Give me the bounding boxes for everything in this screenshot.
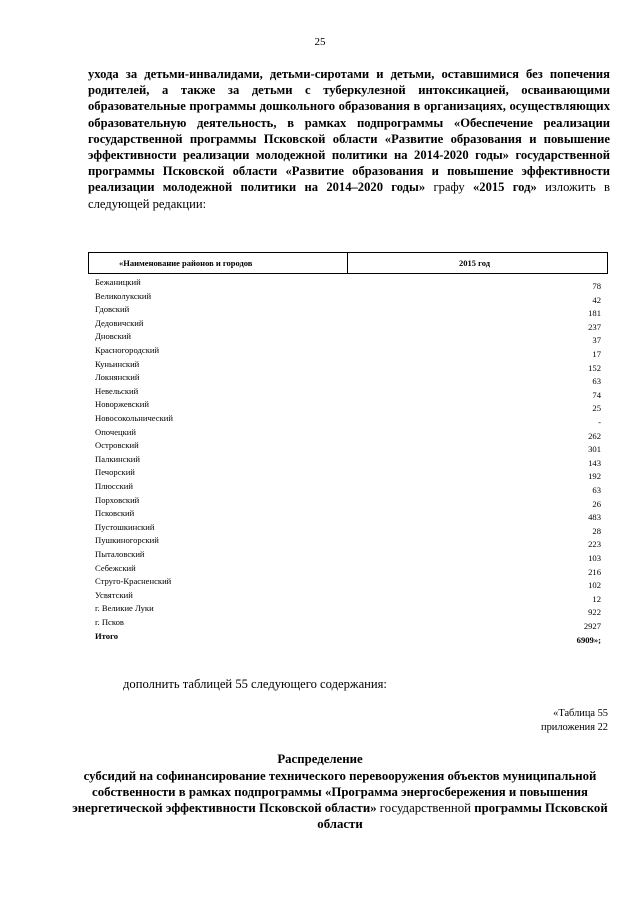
- district-name: Дедовичский: [95, 317, 144, 328]
- intro-normal-text-1: графу: [425, 180, 473, 195]
- district-value: 25: [592, 403, 601, 414]
- page-number: 25: [314, 36, 326, 48]
- column-header-name: «Наименование районов и городов: [119, 258, 253, 268]
- district-value: 192: [588, 471, 601, 482]
- district-name: Новоржевский: [95, 399, 149, 410]
- district-value: 181: [588, 308, 601, 319]
- district-name: Островский: [95, 440, 139, 451]
- table-row: [95, 495, 601, 509]
- table-row: [95, 467, 601, 481]
- intro-bold-text: ухода за детьми-инвалидами, детьми-сиротами и детьми, оставшимися без попечения родителей, а также за детьми с туберкулезной интоксикацией, осваивающими образовательные программы дошкольного образования в организациях, осуществляющих образовательную деятельность, в рамках подпрограммы «Обеспечение реализации государственной программы Псковской области «Развитие образования и повышение эффективности реализации молодежной политики на 2014-2020 годы» государственной программы Псковской области «Развитие образования и повышение эффективности реализации молодежной политики на 2014–2020 годы»: [88, 67, 610, 195]
- table-row: [95, 277, 601, 291]
- district-name: Новосокольнический: [95, 413, 173, 423]
- district-name: Палкинский: [95, 453, 140, 464]
- section-subtitle-bold: субсидий на софинансирование технического перевооружения объектов муниципальной собственности в рамках подпрограммы «Программа энергосбережения и повышения энергетической эффективности Псковской области»: [72, 769, 597, 815]
- total-label: Итого: [95, 630, 119, 641]
- table-reference: [541, 707, 608, 735]
- district-name: Печорский: [95, 467, 135, 478]
- table-header: [88, 252, 608, 274]
- table-row: [95, 291, 601, 305]
- district-value: 103: [588, 553, 601, 563]
- district-name: Порховский: [95, 494, 140, 505]
- column-divider: [347, 253, 348, 273]
- intro-normal-text-2: изложить в следующей редакции:: [88, 180, 610, 211]
- district-name: Гдовский: [95, 304, 130, 315]
- table-row: [95, 535, 601, 549]
- district-name: Великолукский: [95, 290, 152, 301]
- district-name: Струго-Красненский: [95, 576, 172, 587]
- district-name: Плюсский: [95, 481, 133, 491]
- district-value: 301: [588, 444, 601, 455]
- district-value: 28: [592, 525, 601, 536]
- table-row: [95, 481, 601, 495]
- district-value: 12: [592, 593, 601, 604]
- district-value: 152: [588, 362, 601, 373]
- table-row: [95, 372, 601, 386]
- table-row: [95, 359, 601, 373]
- district-name: Красногородский: [95, 345, 160, 355]
- table-row: [95, 617, 601, 631]
- district-name: Пыталовский: [95, 549, 145, 559]
- intro-column-ref: «2015 год»: [472, 180, 537, 195]
- table-row: [95, 386, 601, 400]
- table-total-row: [95, 631, 601, 645]
- table-row: [95, 508, 601, 522]
- addition-note: дополнить таблицей 55 следующего содержания:: [123, 677, 387, 691]
- district-value: 37: [592, 335, 601, 346]
- district-name: Локнянский: [95, 372, 140, 383]
- district-value: 143: [588, 457, 601, 468]
- table-reference-appendix: приложения 22: [541, 722, 608, 733]
- district-value: 237: [588, 321, 601, 332]
- district-value: 223: [588, 539, 601, 550]
- section-subtitle: [70, 768, 610, 832]
- district-value: 102: [588, 580, 601, 591]
- column-header-year: 2015 год: [459, 258, 491, 268]
- total-value: 6909»;: [576, 634, 601, 645]
- district-name: Себежский: [95, 562, 136, 573]
- district-name: Псковский: [95, 508, 135, 519]
- district-name: Невельский: [95, 385, 139, 396]
- table-row: [95, 522, 601, 536]
- district-name: Усвятский: [95, 589, 133, 600]
- district-name: Дновский: [95, 331, 131, 342]
- table-row: [95, 427, 601, 441]
- table-row: [95, 603, 601, 617]
- district-value: 216: [588, 566, 601, 577]
- table-row: [95, 576, 601, 590]
- district-name: г. Великие Луки: [95, 603, 154, 614]
- district-name: Пустошкинский: [95, 521, 155, 532]
- table-row: [95, 454, 601, 468]
- district-name: Бежаницкий: [95, 277, 141, 287]
- district-name: Пушкиногорский: [95, 535, 159, 546]
- table-row: [95, 563, 601, 577]
- district-value: 63: [592, 485, 601, 495]
- table-row: [95, 440, 601, 454]
- district-value: 74: [592, 389, 601, 400]
- table-row: [95, 413, 601, 427]
- section-title: Распределение: [277, 752, 363, 766]
- table-row: [95, 318, 601, 332]
- table-row: [95, 590, 601, 604]
- table-row: [95, 304, 601, 318]
- district-value: 922: [588, 607, 601, 618]
- district-value: 483: [588, 512, 601, 523]
- table-row: [95, 549, 601, 563]
- intro-paragraph: [88, 66, 610, 212]
- district-name: г. Псков: [95, 617, 124, 627]
- district-value: 26: [592, 498, 601, 509]
- district-name: Куньинский: [95, 358, 140, 369]
- table-reference-number: «Таблица 55: [553, 708, 608, 719]
- district-name: Опочецкий: [95, 426, 136, 437]
- table-row: [95, 399, 601, 413]
- district-value: 42: [592, 294, 601, 305]
- table-row: [95, 345, 601, 359]
- district-value: 78: [592, 281, 601, 291]
- table-row: [95, 331, 601, 345]
- district-value: 2927: [583, 621, 601, 631]
- district-value: 63: [592, 376, 601, 387]
- district-value: 17: [592, 349, 601, 359]
- district-value: 262: [588, 430, 601, 441]
- district-value: -: [598, 417, 601, 427]
- section-subtitle-tail: программы Псковской области: [317, 801, 608, 831]
- section-subtitle-normal: государственной: [376, 801, 475, 815]
